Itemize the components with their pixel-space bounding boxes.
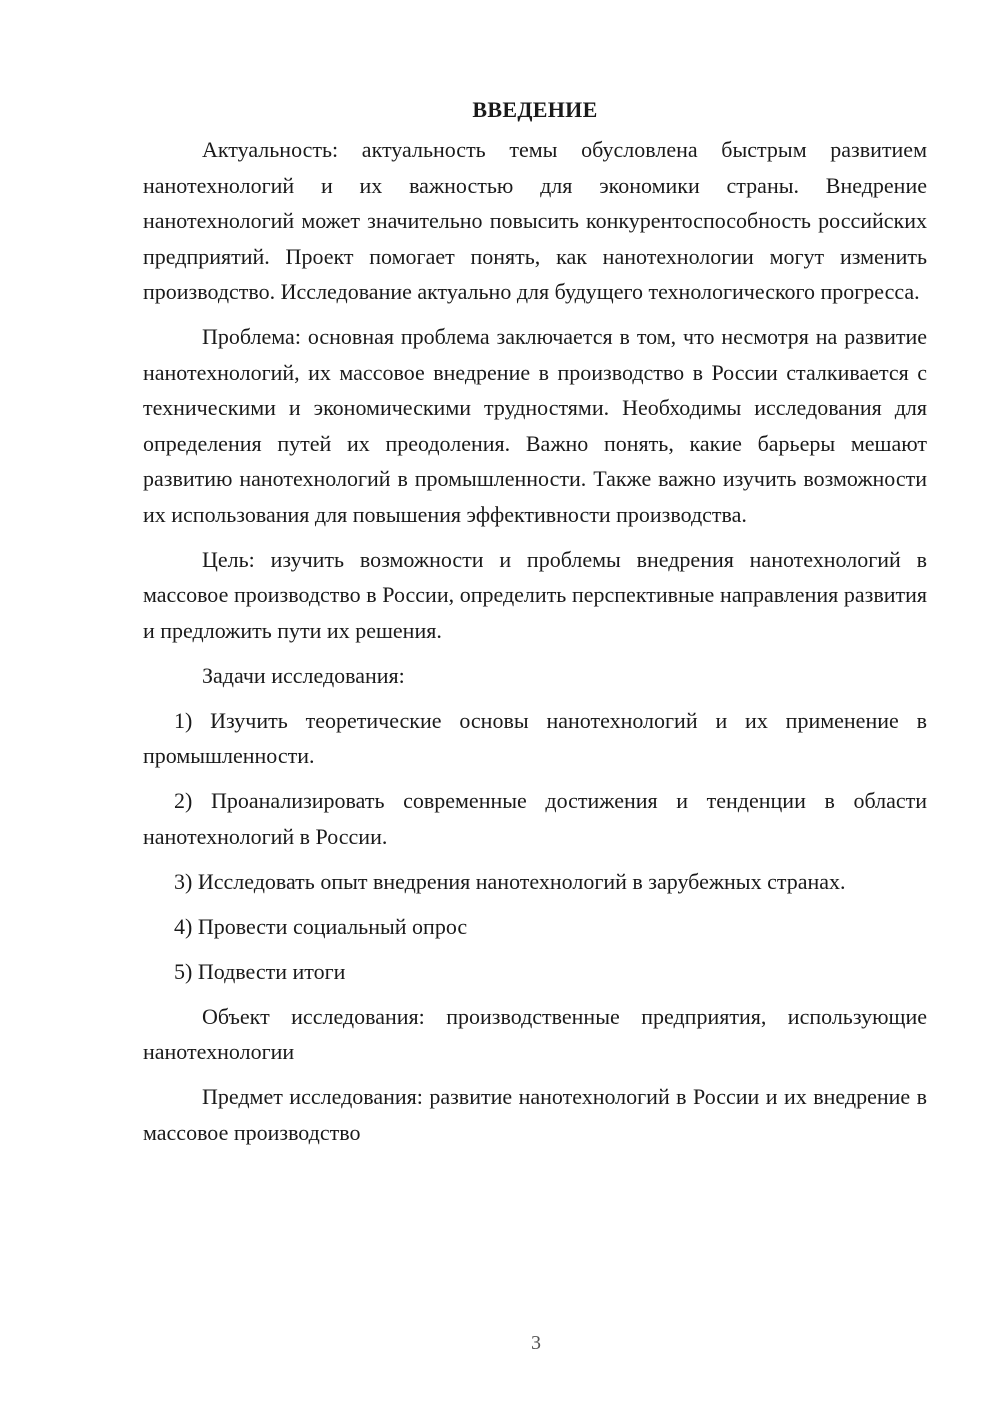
task-item-3: 3) Исследовать опыт внедрения нанотехнологий в зарубежных странах. xyxy=(174,868,846,894)
goal-paragraph: Цель: изучить возможности и проблемы внедрения нанотехнологий в массовое производство в России, определить перспективные направления развития и предложить пути их решения. xyxy=(143,546,927,643)
section-title: ВВЕДЕНИЕ xyxy=(472,97,598,122)
document-page xyxy=(143,92,927,1160)
page-number: 3 xyxy=(531,1332,541,1354)
task-item-5: 5) Подвести итоги xyxy=(174,958,346,984)
subject-paragraph: Предмет исследования: развитие нанотехнологий в России и их внедрение в массовое производство xyxy=(143,1084,927,1145)
task-item-4: 4) Провести социальный опрос xyxy=(174,913,468,939)
object-paragraph: Объект исследования: производственные предприятия, использующие нанотехнологии xyxy=(143,1003,927,1064)
task-item-2: 2) Проанализировать современные достижения и тенденции в области нанотехнологий в России. xyxy=(143,788,927,849)
tasks-heading: Задачи исследования: xyxy=(202,662,405,688)
task-item-1: 1) Изучить теоретические основы нанотехнологий и их применение в промышленности. xyxy=(143,707,927,768)
relevance-paragraph: Актуальность: актуальность темы обусловлена быстрым развитием нанотехнологий и их важностью для экономики страны. Внедрение нанотехнологий может значительно повысить конкурентоспособность российских предприятий. Проект помогает понять, как нанотехнологии могут изменить производство. Исследование актуально для будущего технологического прогресса. xyxy=(143,137,927,304)
problem-paragraph: Проблема: основная проблема заключается в том, что несмотря на развитие нанотехнологий, их массовое внедрение в производство в России сталкивается с техническими и экономическими трудностями. Необходимы исследования для определения путей их преодоления. Важно понять, какие барьеры мешают развитию нанотехнологий в промышленности. Также важно изучить возможности их использования для повышения эффективности производства. xyxy=(143,324,927,527)
